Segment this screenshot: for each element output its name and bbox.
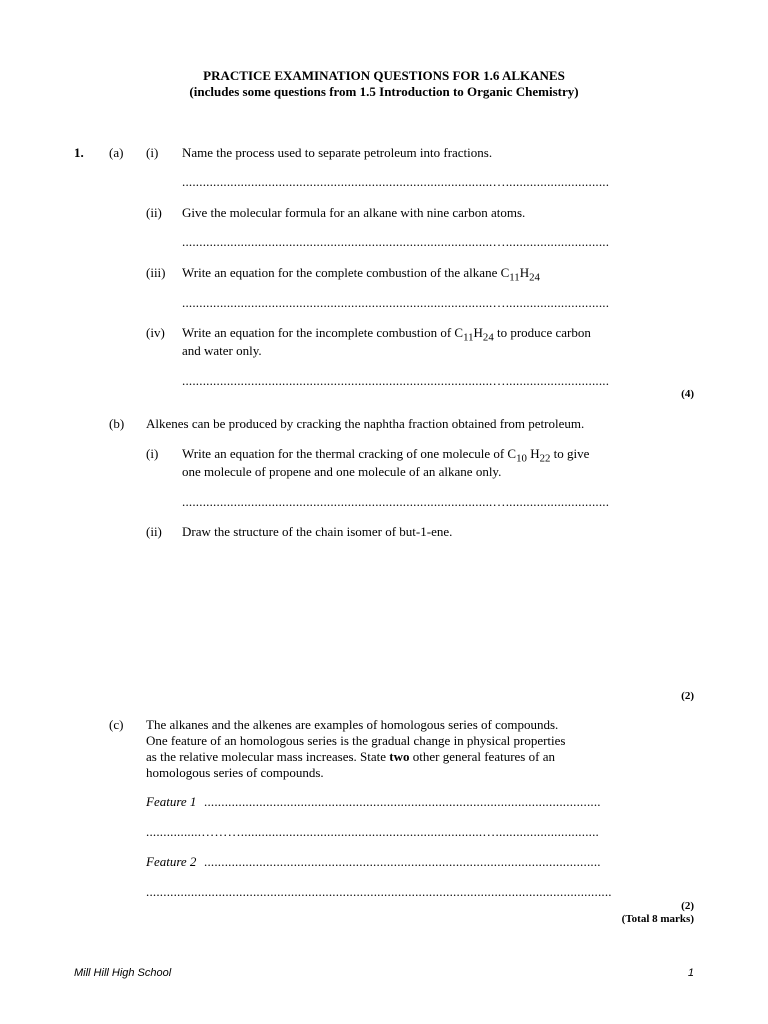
marks-c: (2) bbox=[681, 900, 694, 912]
part-b-label: (b) bbox=[109, 416, 125, 431]
part-a-label: (a) bbox=[109, 145, 124, 160]
part-a-i-label: (i) bbox=[146, 145, 159, 160]
answer-line-a-ii: ..........................................................................................….............................. bbox=[182, 234, 610, 249]
total-marks: (Total 8 marks) bbox=[621, 913, 694, 925]
marks-b: (2) bbox=[681, 690, 694, 702]
feature1-label: Feature 1 bbox=[146, 794, 197, 809]
part-a-i-text: Name the process used to separate petroleum into fractions. bbox=[182, 145, 493, 160]
part-b-intro: Alkenes can be produced by cracking the naphtha fraction obtained from petroleum. bbox=[146, 416, 585, 431]
question-number: 1. bbox=[74, 145, 84, 160]
part-a-iv-label: (iv) bbox=[146, 325, 165, 340]
page-number: 1 bbox=[687, 967, 694, 979]
answer-line-b-i: ..........................................................................................….............................. bbox=[182, 494, 610, 509]
part-c-line1: The alkanes and the alkenes are examples of homologous series of compounds. bbox=[146, 717, 559, 732]
page-subtitle: (includes some questions from 1.5 Introduction to Organic Chemistry) bbox=[189, 84, 579, 99]
part-b-i-label: (i) bbox=[146, 446, 159, 461]
footer-school: Mill Hill High School bbox=[74, 967, 172, 979]
answer-line-a-i: ..........................................................................................….............................. bbox=[182, 174, 610, 189]
answer-line-feature2: ................................................................................................................... bbox=[204, 854, 601, 869]
part-c-label: (c) bbox=[109, 717, 124, 732]
part-b-ii-text: Draw the structure of the chain isomer of but-1-ene. bbox=[182, 524, 453, 539]
answer-line-feature2-cont: ....................................................................................................................................... bbox=[146, 884, 612, 899]
answer-line-a-iii: ..........................................................................................….............................. bbox=[182, 295, 610, 310]
part-b-i-text: Write an equation for the thermal cracking of one molecule of $C_{10}$ $H_{22}$ to give bbox=[182, 446, 590, 465]
part-a-iv-text: Write an equation for the incomplete combustion of $C_{11}H_{24}$ to produce carbon bbox=[182, 325, 591, 344]
part-c-line3: as the relative molecular mass increases. State two other general features of an bbox=[146, 749, 555, 764]
answer-line-feature1-cont: ................………......................................................................….............................. bbox=[146, 824, 599, 839]
part-a-iii-label: (iii) bbox=[146, 265, 166, 280]
part-b-i-text-line2: one molecule of propene and one molecule of an alkane only. bbox=[182, 464, 502, 479]
answer-line-a-iv: ..........................................................................................….............................. bbox=[182, 373, 610, 388]
answer-line-feature1: ................................................................................................................... bbox=[204, 794, 601, 809]
part-a-iii-text: Write an equation for the complete combustion of the alkane $C_{11}H_{24}$ bbox=[182, 265, 540, 284]
part-a-ii-label: (ii) bbox=[146, 205, 162, 220]
feature2-label: Feature 2 bbox=[146, 854, 197, 869]
part-c-line2: One feature of an homologous series is the gradual change in physical properties bbox=[146, 733, 566, 748]
part-c-line4: homologous series of compounds. bbox=[146, 765, 324, 780]
part-a-iv-text-line2: and water only. bbox=[182, 343, 262, 358]
part-b-ii-label: (ii) bbox=[146, 524, 162, 539]
page-title: PRACTICE EXAMINATION QUESTIONS FOR 1.6 ALKANES bbox=[203, 68, 565, 83]
marks-a: (4) bbox=[681, 388, 694, 400]
part-a-ii-text: Give the molecular formula for an alkane with nine carbon atoms. bbox=[182, 205, 526, 220]
